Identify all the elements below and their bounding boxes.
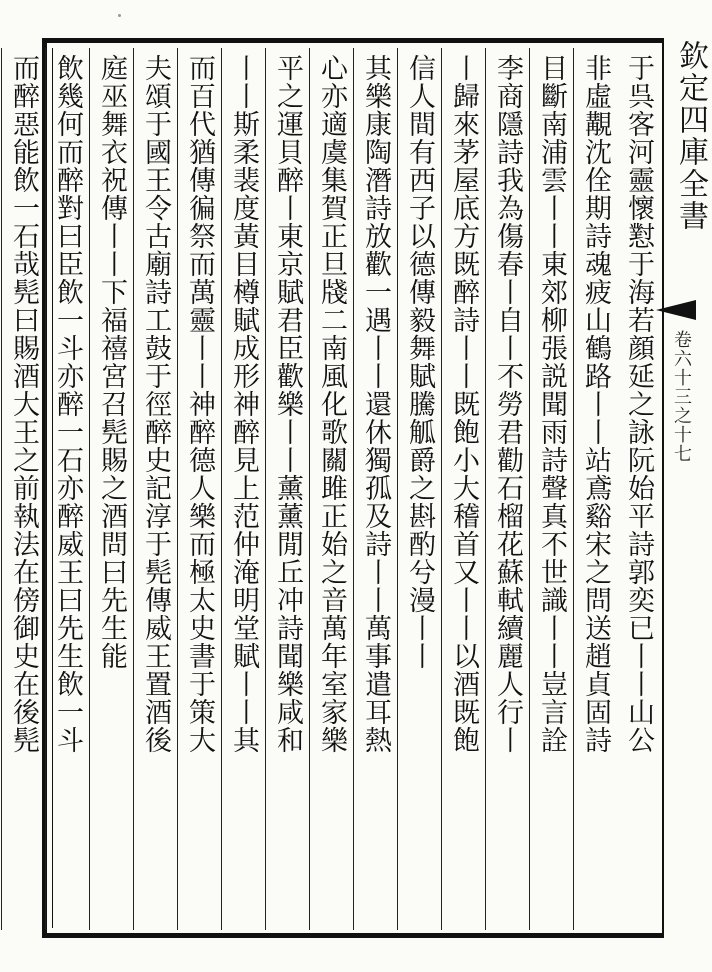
text-column-14: 飲幾何而醉對曰臣飲一斗亦醉一石亦醉威王曰先生飲一斗 — [45, 48, 89, 930]
fish-tail-mark-icon — [656, 300, 696, 320]
text-column-10: 丨丨斯柔裴度黃目樽賦成形神醉見上范仲淹明堂賦丨丨其 — [221, 48, 265, 930]
text-column-13: 庭巫舞衣祝傳丨丨下福禧宮召髡賜之酒問曰先生能 — [89, 48, 133, 930]
text-column-1: 于呉客河靈懷懟于海若顔延之詠阮始平詩郭奕已丨丨山公 — [623, 54, 654, 754]
text-column-5: 丨歸來茅屋底方既醉詩丨丨既飽小大稽首又丨丨以酒既飽 — [441, 48, 485, 930]
text-column-9: 平之運貝醉丨東京賦君臣歡樂丨丨薰薰閒丘冲詩聞樂咸和 — [265, 48, 309, 930]
text-column-8: 心亦適虞集賀正旦牋二南風化歌關雎正始之音萬年室家樂 — [309, 48, 353, 930]
edge-rule — [662, 38, 664, 938]
text-columns — [8, 48, 660, 930]
text-column-7: 其樂康陶潛詩放歡一遇丨丨還休獨孤及詩丨丨萬事遣耳熱 — [353, 48, 397, 930]
text-column-15: 而醉惡能飲一石哉髡曰賜酒大王之前執法在傍御史在後髡 — [1, 48, 45, 930]
edge-book-title: 欽定四庫全書 — [673, 40, 708, 232]
text-column-6: 信人間有西子以德傳毅舞賦騰觚爵之斟酌兮漫丨丨 — [397, 48, 441, 930]
text-column-3: 目斷南浦雲丨丨東郊柳張説聞雨詩聲真不世識丨丨豈言詮 — [529, 48, 573, 930]
text-column-11: 而百代猶傳徧祭而萬靈丨丨神醉德人樂而極太史書于策大 — [177, 48, 221, 930]
text-column-2: 非虛覯沈佺期詩魂疲山鶴路丨丨站鳶谿宋之問送趙貞固詩 — [573, 48, 617, 930]
text-column-4: 李商隱詩我為傷春丨自丨不勞君勸石榴花蘇軾續麗人行丨 — [485, 48, 529, 930]
edge-volume-label: 卷六十三之十七 — [671, 330, 692, 463]
page-speck — [118, 14, 121, 17]
text-column-12: 夫頌于國王令古廟詩工鼓于徑醉史記淳于髡傳威王置酒後 — [133, 48, 177, 930]
